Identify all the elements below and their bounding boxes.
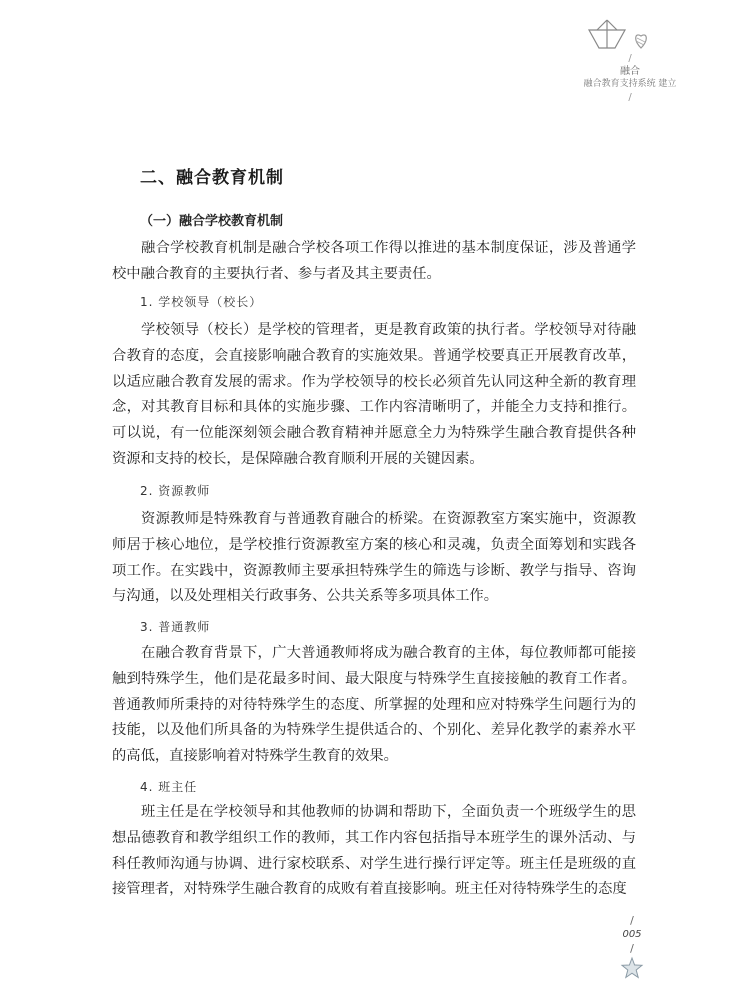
- star-doodle-icon: [620, 956, 644, 980]
- folio-slash-bottom: /: [630, 942, 634, 955]
- page-folio: [612, 914, 652, 956]
- folio-slash-top: /: [630, 914, 634, 927]
- intro-paragraph: 融合学校教育机制是融合学校各项工作得以推进的基本制度保证，涉及普通学校中融合教育的主要执行者、参与者及其主要责任。: [112, 240, 636, 282]
- item-paragraph-general-teacher: 在融合教育背景下，广大普通教师将成为融合教育的主体，每位教师都可能接触到特殊学生，他们是花最多时间、最大限度与特殊学生直接接触的教育工作者。普通教师所秉持的对待特殊学生的态度、所掌握的处理和应对特殊学生问题行为的技能，以及他们所具备的为特殊学生提供适合的、个别化、差异化教学的素养水平的高低，直接影响着对特殊学生教育的效果。: [112, 645, 636, 765]
- subsection-title: （一）融合学校教育机制: [140, 214, 284, 229]
- header-slash-top: /: [628, 53, 632, 64]
- item-paragraph-resource-teacher: 资源教师是特殊教育与普通教育融合的桥梁。在资源教室方案实施中，资源教师居于核心地位，是学校推行资源教室方案的核心和灵魂，负责全面筹划和实践各项工作。在实践中，资源教师主要承担特殊学生的筛选与诊断、教学与指导、咨询与沟通，以及处理相关行政事务、公共关系等多项具体工作。: [112, 511, 636, 605]
- section-title: 二、融合教育机制: [140, 168, 284, 188]
- header-line-1: 融合: [620, 66, 640, 77]
- item-heading-class-teacher: 4. 班主任: [140, 780, 198, 794]
- page-number: 005: [622, 929, 642, 940]
- header-slash-bottom: /: [628, 92, 632, 103]
- item-heading-principal: 1. 学校领导（校长）: [140, 295, 263, 309]
- item-heading-resource-teacher: 2. 资源教师: [140, 484, 211, 498]
- running-header: [560, 52, 700, 104]
- item-heading-general-teacher: 3. 普通教师: [140, 620, 211, 634]
- header-line-2: 融合教育支持系统 建立: [583, 79, 677, 89]
- item-paragraph-class-teacher: 班主任是在学校领导和其他教师的协调和帮助下，全面负责一个班级学生的思想品德教育和教学组织工作的教师，其工作内容包括指导本班学生的课外活动、与科任教师沟通与协调、进行家校联系、对学生进行操行评定等。班主任是班级的直接管理者，对特殊学生融合教育的成败有着直接影响。班主任对待特殊学生的态度: [112, 804, 636, 898]
- item-paragraph-principal: 学校领导（校长）是学校的管理者，更是教育政策的执行者。学校领导对待融合教育的态度，会直接影响融合教育的实施效果。普通学校要真正开展教育改革，以适应融合教育发展的需求。作为学校领导的校长必须首先认同这种全新的教育理念，对其教育目标和具体的实施步骤、工作内容清晰明了，并能全力支持和推行。可以说，有一位能深刻领会融合教育精神并愿意全力为特殊学生融合教育提供各种资源和支持的校长，是保障融合教育顺利开展的关键因素。: [112, 322, 636, 467]
